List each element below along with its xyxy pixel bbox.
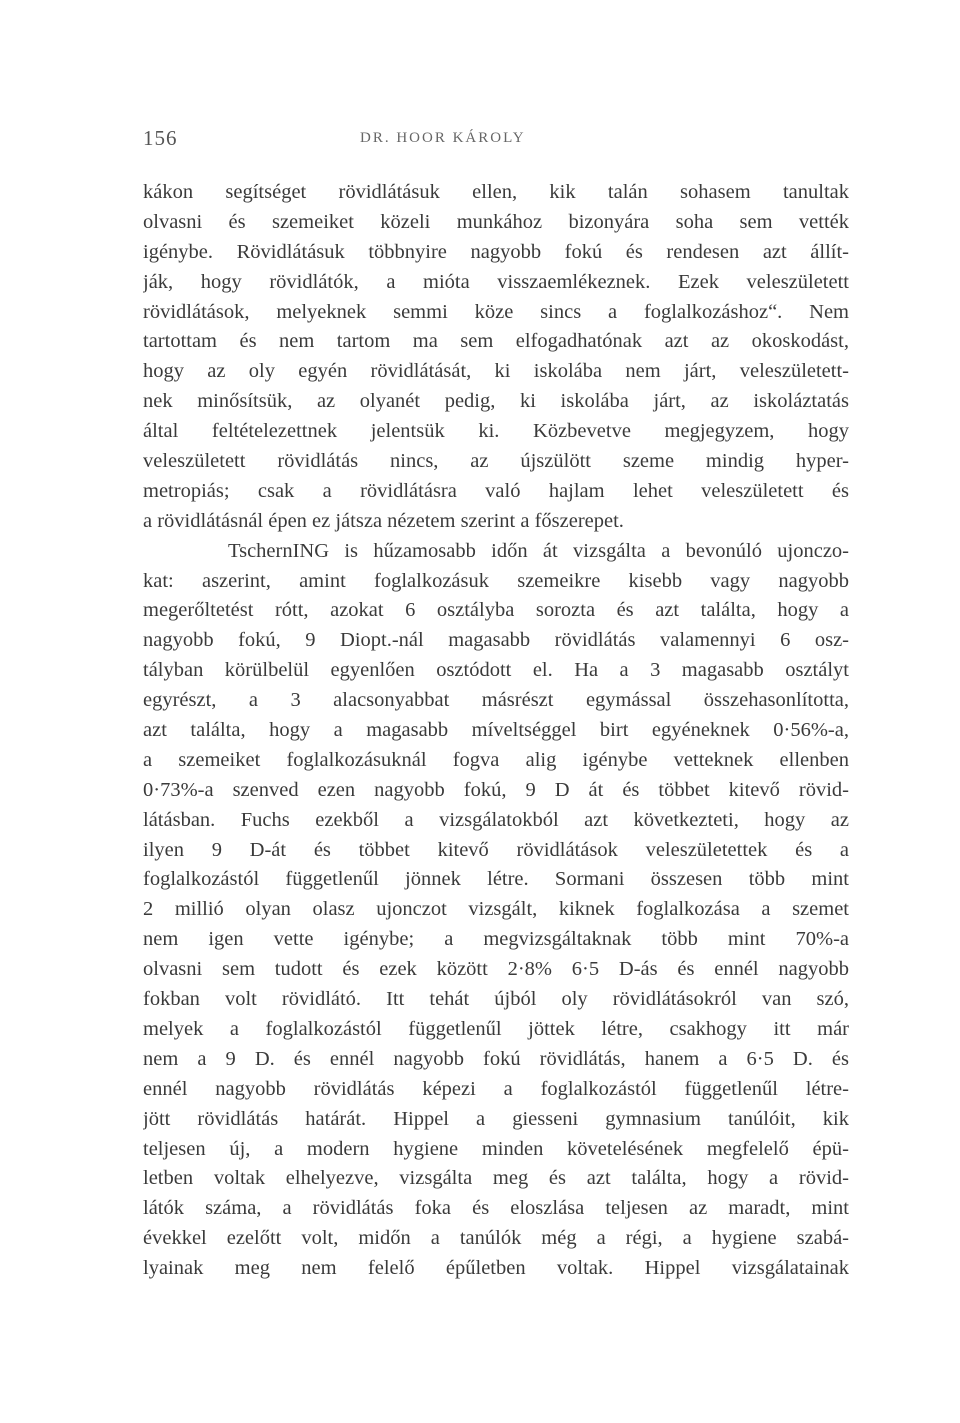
text-line: melyek a foglalkozástól függetlenűl jöttek létre, csakhogy itt már [143,1017,849,1040]
page-number: 156 [143,126,178,150]
text-line: kákon segítséget rövidlátásuk ellen, kik talán sohasem tanultak [143,181,849,203]
text-line: tartottam és nem tartom ma sem elfogadhatónak azt az okoskodást, [143,330,849,353]
text-line: igénybe. Rövidlátásuk többnyire nagyobb fokú és rendesen azt állít- [143,240,849,263]
paragraph [143,178,849,537]
text-line: letben voltak elhelyezve, vizsgálta meg és azt találta, hogy a rövid- [143,1167,849,1190]
text-line: 2 millió olyan olasz ujonczot vizsgált, kiknek foglalkozása a szemet [143,898,849,921]
page-header [143,126,849,156]
text-line: nagyobb fokú, 9 Diopt.-nál magasabb rövidlátás valamennyi 6 osz- [143,629,849,652]
text-line: ennél nagyobb rövidlátás képezi a foglalkozástól függetlenűl létre- [143,1077,849,1100]
text-line: nem a 9 D. és ennél nagyobb fokú rövidlátás, hanem a 6·5 D. és [143,1047,849,1070]
text-line: lyainak meg nem felelő épűletben voltak. Hippel vizsgálatainak [143,1257,849,1280]
text-line: foglalkozástól függetlenűl jönnek létre. Sormani összesen több mint [143,868,849,891]
text-line: tályban körülbelül egyenlően osztódott el. Ha a 3 magasabb osztályt [143,659,849,682]
text-line: metropiás; csak a rövidlátásra való hajlam lehet veleszületett és [143,479,849,502]
text-line: rövidlátások, melyeknek semmi köze sincs a foglalkozáshoz“. Nem [143,300,849,323]
text-line: olvasni és szemeiket közeli munkához bizonyára soha sem vették [143,210,849,233]
text-line: jött rövidlátás határát. Hippel a giesseni gymnasium tanúlóit, kik [143,1107,849,1130]
text-line: ják, hogy rövidlátók, a mióta visszaemlékeznek. Ezek veleszületett [143,270,849,293]
text-line: által feltételezettnek jelentsük ki. Közbevetve megjegyzem, hogy [143,420,849,443]
text-line: 0·73%-a szenved ezen nagyobb fokú, 9 D át és többet kitevő rövid- [143,778,849,801]
text-line: évekkel ezelőtt volt, midőn a tanúlók még a régi, a hygiene szabá- [143,1227,849,1250]
text-line: azt találta, hogy a magasabb míveltséggel birt egyéneknek 0·56%-a, [143,719,849,742]
text-line: TschernING is hűzamosabb időn át vizsgálta a bevonúló ujonczo- [228,539,849,562]
text-line: a rövidlátásnál épen ez játsza nézetem szerint a főszerepet. [143,509,624,532]
text-line: fokban volt rövidlátó. Itt tehát újból oly rövidlátásokról van szó, [143,988,849,1011]
text-line: látásban. Fuchs ezekből a vizsgálatokból azt következteti, hogy az [143,808,849,831]
text-line: megerőltetést rótt, azokat 6 osztályba sorozta és azt találta, hogy a [143,599,849,622]
text-line: egyrészt, a 3 alacsonyabbat másrészt egymással összehasonlította, [143,689,849,712]
text-line: veleszületett rövidlátás nincs, az újszülött szeme mindig hyper- [143,450,849,473]
text-line: a szemeiket foglalkozásuknál fogva alig igénybe vetteknek ellenben [143,748,849,771]
text-line: nek minősítsük, az olyanét pedig, ki iskolába járt, az iskoláztatás [143,390,849,413]
text-line: teljesen új, a modern hygiene minden követelésének megfelelő épü- [143,1137,849,1160]
paragraph [143,537,849,1284]
body-text [143,178,849,1284]
running-head: DR. HOOR KÁROLY [360,130,526,146]
text-line: hogy az oly egyén rövidlátását, ki iskolába nem járt, veleszületett- [143,360,849,383]
text-line: látók száma, a rövidlátás foka és eloszlása teljesen az maradt, mint [143,1197,849,1220]
text-line: kat: aszerint, amint foglalkozásuk szemeikre kisebb vagy nagyobb [143,569,849,592]
text-line: olvasni sem tudott és ezek között 2·8% 6·5 D-ás és ennél nagyobb [143,958,849,981]
text-line: nem igen vette igénybe; a megvizsgáltaknak több mint 70%-a [143,928,849,951]
text-line: ilyen 9 D-át és többet kitevő rövidlátások veleszületettek és a [143,838,849,861]
